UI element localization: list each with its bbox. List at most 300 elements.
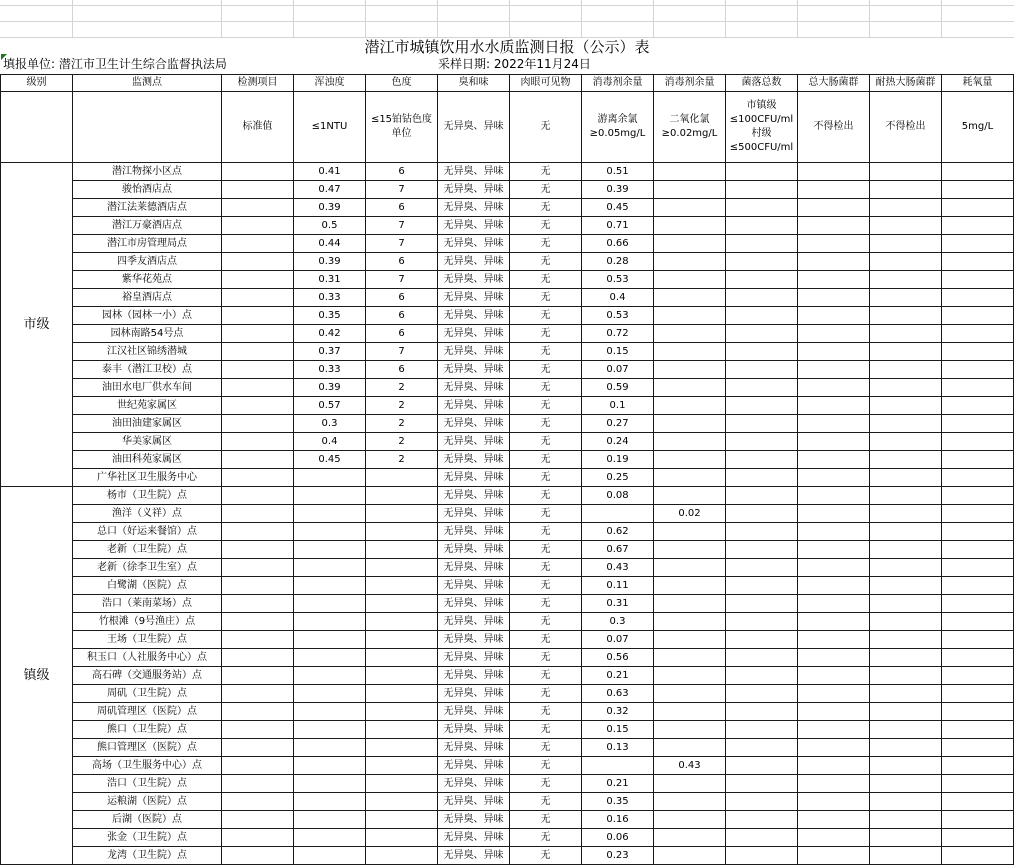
- colony-cell[interactable]: [726, 379, 798, 397]
- visible-matter-cell[interactable]: 无: [510, 631, 582, 649]
- coliform-cell[interactable]: [798, 415, 870, 433]
- test-item-cell[interactable]: [222, 307, 294, 325]
- color-cell[interactable]: 2: [366, 433, 438, 451]
- chlorine-dioxide-cell[interactable]: [654, 271, 726, 289]
- oxygen-cell[interactable]: [942, 163, 1014, 181]
- visible-matter-cell[interactable]: 无: [510, 235, 582, 253]
- odor-cell[interactable]: 无异臭、异味: [438, 631, 510, 649]
- color-cell[interactable]: 6: [366, 289, 438, 307]
- odor-cell[interactable]: 无异臭、异味: [438, 289, 510, 307]
- turbidity-cell[interactable]: 0.39: [294, 379, 366, 397]
- colony-cell[interactable]: [726, 433, 798, 451]
- coliform-cell[interactable]: [798, 505, 870, 523]
- color-cell[interactable]: [366, 487, 438, 505]
- chlorine-dioxide-cell[interactable]: [654, 181, 726, 199]
- test-item-cell[interactable]: [222, 703, 294, 721]
- color-cell[interactable]: 6: [366, 253, 438, 271]
- color-cell[interactable]: [366, 793, 438, 811]
- oxygen-cell[interactable]: [942, 469, 1014, 487]
- chlorine-dioxide-cell[interactable]: [654, 325, 726, 343]
- visible-matter-cell[interactable]: 无: [510, 721, 582, 739]
- visible-matter-cell[interactable]: 无: [510, 487, 582, 505]
- colony-cell[interactable]: [726, 721, 798, 739]
- test-item-cell[interactable]: [222, 685, 294, 703]
- thermo-coliform-cell[interactable]: [870, 487, 942, 505]
- odor-cell[interactable]: 无异臭、异味: [438, 415, 510, 433]
- chlorine-dioxide-cell[interactable]: [654, 523, 726, 541]
- colony-cell[interactable]: [726, 541, 798, 559]
- visible-matter-cell[interactable]: 无: [510, 523, 582, 541]
- visible-matter-cell[interactable]: 无: [510, 397, 582, 415]
- chlorine-dioxide-cell[interactable]: [654, 685, 726, 703]
- chlorine-dioxide-cell[interactable]: [654, 199, 726, 217]
- monitoring-point-cell[interactable]: 江汉社区锦绣潜城: [73, 343, 222, 361]
- visible-matter-cell[interactable]: 无: [510, 739, 582, 757]
- chlorine-dioxide-cell[interactable]: 0.43: [654, 757, 726, 775]
- thermo-coliform-cell[interactable]: [870, 523, 942, 541]
- chlorine-dioxide-cell[interactable]: [654, 361, 726, 379]
- colony-cell[interactable]: [726, 469, 798, 487]
- chlorine-dioxide-cell[interactable]: [654, 577, 726, 595]
- oxygen-cell[interactable]: [942, 775, 1014, 793]
- oxygen-cell[interactable]: [942, 397, 1014, 415]
- colony-cell[interactable]: [726, 181, 798, 199]
- color-cell[interactable]: [366, 541, 438, 559]
- standard-blank-cell[interactable]: [1, 92, 73, 163]
- oxygen-cell[interactable]: [942, 253, 1014, 271]
- coliform-cell[interactable]: [798, 343, 870, 361]
- coliform-cell[interactable]: [798, 199, 870, 217]
- chlorine-dioxide-cell[interactable]: [654, 541, 726, 559]
- coliform-cell[interactable]: [798, 235, 870, 253]
- chlorine-dioxide-cell[interactable]: [654, 235, 726, 253]
- free-chlorine-cell[interactable]: 0.08: [582, 487, 654, 505]
- turbidity-cell[interactable]: 0.41: [294, 163, 366, 181]
- test-item-cell[interactable]: [222, 757, 294, 775]
- monitoring-point-cell[interactable]: 后湖（医院）点: [73, 811, 222, 829]
- odor-cell[interactable]: 无异臭、异味: [438, 703, 510, 721]
- coliform-cell[interactable]: [798, 739, 870, 757]
- free-chlorine-cell[interactable]: 0.53: [582, 307, 654, 325]
- standard-odor[interactable]: 无异臭、异味: [438, 92, 510, 163]
- odor-cell[interactable]: 无异臭、异味: [438, 433, 510, 451]
- free-chlorine-cell[interactable]: 0.13: [582, 739, 654, 757]
- header-cell[interactable]: 臭和味: [438, 75, 510, 92]
- coliform-cell[interactable]: [798, 631, 870, 649]
- test-item-cell[interactable]: [222, 415, 294, 433]
- oxygen-cell[interactable]: [942, 235, 1014, 253]
- header-cell[interactable]: 肉眼可见物: [510, 75, 582, 92]
- coliform-cell[interactable]: [798, 613, 870, 631]
- visible-matter-cell[interactable]: 无: [510, 199, 582, 217]
- colony-cell[interactable]: [726, 289, 798, 307]
- free-chlorine-cell[interactable]: 0.06: [582, 829, 654, 847]
- visible-matter-cell[interactable]: 无: [510, 757, 582, 775]
- odor-cell[interactable]: 无异臭、异味: [438, 271, 510, 289]
- turbidity-cell[interactable]: 0.4: [294, 433, 366, 451]
- color-cell[interactable]: 6: [366, 163, 438, 181]
- thermo-coliform-cell[interactable]: [870, 505, 942, 523]
- coliform-cell[interactable]: [798, 541, 870, 559]
- coliform-cell[interactable]: [798, 307, 870, 325]
- free-chlorine-cell[interactable]: 0.27: [582, 415, 654, 433]
- turbidity-cell[interactable]: 0.33: [294, 289, 366, 307]
- oxygen-cell[interactable]: [942, 415, 1014, 433]
- oxygen-cell[interactable]: [942, 649, 1014, 667]
- oxygen-cell[interactable]: [942, 487, 1014, 505]
- colony-cell[interactable]: [726, 523, 798, 541]
- thermo-coliform-cell[interactable]: [870, 397, 942, 415]
- color-cell[interactable]: [366, 631, 438, 649]
- visible-matter-cell[interactable]: 无: [510, 379, 582, 397]
- thermo-coliform-cell[interactable]: [870, 163, 942, 181]
- thermo-coliform-cell[interactable]: [870, 667, 942, 685]
- header-cell[interactable]: 耐热大肠菌群: [870, 75, 942, 92]
- visible-matter-cell[interactable]: 无: [510, 577, 582, 595]
- monitoring-point-cell[interactable]: 油田油建家属区: [73, 415, 222, 433]
- colony-cell[interactable]: [726, 199, 798, 217]
- oxygen-cell[interactable]: [942, 793, 1014, 811]
- turbidity-cell[interactable]: 0.57: [294, 397, 366, 415]
- colony-cell[interactable]: [726, 307, 798, 325]
- header-cell[interactable]: 总大肠菌群: [798, 75, 870, 92]
- color-cell[interactable]: [366, 811, 438, 829]
- header-cell[interactable]: 消毒剂余量: [582, 75, 654, 92]
- free-chlorine-cell[interactable]: 0.62: [582, 523, 654, 541]
- monitoring-point-cell[interactable]: 白鹭湖（医院）点: [73, 577, 222, 595]
- thermo-coliform-cell[interactable]: [870, 433, 942, 451]
- visible-matter-cell[interactable]: 无: [510, 451, 582, 469]
- visible-matter-cell[interactable]: 无: [510, 559, 582, 577]
- thermo-coliform-cell[interactable]: [870, 253, 942, 271]
- turbidity-cell[interactable]: [294, 523, 366, 541]
- odor-cell[interactable]: 无异臭、异味: [438, 775, 510, 793]
- color-cell[interactable]: 7: [366, 181, 438, 199]
- monitoring-point-cell[interactable]: 紫华花苑点: [73, 271, 222, 289]
- color-cell[interactable]: [366, 595, 438, 613]
- coliform-cell[interactable]: [798, 487, 870, 505]
- visible-matter-cell[interactable]: 无: [510, 793, 582, 811]
- visible-matter-cell[interactable]: 无: [510, 307, 582, 325]
- test-item-cell[interactable]: [222, 667, 294, 685]
- monitoring-point-cell[interactable]: 潜江物探小区点: [73, 163, 222, 181]
- free-chlorine-cell[interactable]: 0.1: [582, 397, 654, 415]
- free-chlorine-cell[interactable]: 0.43: [582, 559, 654, 577]
- coliform-cell[interactable]: [798, 325, 870, 343]
- chlorine-dioxide-cell[interactable]: [654, 613, 726, 631]
- free-chlorine-cell[interactable]: 0.35: [582, 793, 654, 811]
- test-item-cell[interactable]: [222, 181, 294, 199]
- colony-cell[interactable]: [726, 847, 798, 865]
- colony-cell[interactable]: [726, 343, 798, 361]
- turbidity-cell[interactable]: [294, 487, 366, 505]
- oxygen-cell[interactable]: [942, 613, 1014, 631]
- free-chlorine-cell[interactable]: [582, 505, 654, 523]
- odor-cell[interactable]: 无异臭、异味: [438, 361, 510, 379]
- turbidity-cell[interactable]: 0.39: [294, 253, 366, 271]
- oxygen-cell[interactable]: [942, 631, 1014, 649]
- odor-cell[interactable]: 无异臭、异味: [438, 793, 510, 811]
- turbidity-cell[interactable]: [294, 739, 366, 757]
- colony-cell[interactable]: [726, 685, 798, 703]
- color-cell[interactable]: 6: [366, 199, 438, 217]
- oxygen-cell[interactable]: [942, 361, 1014, 379]
- chlorine-dioxide-cell[interactable]: [654, 469, 726, 487]
- odor-cell[interactable]: 无异臭、异味: [438, 379, 510, 397]
- test-item-cell[interactable]: [222, 649, 294, 667]
- chlorine-dioxide-cell[interactable]: [654, 487, 726, 505]
- test-item-cell[interactable]: [222, 163, 294, 181]
- chlorine-dioxide-cell[interactable]: [654, 379, 726, 397]
- visible-matter-cell[interactable]: 无: [510, 343, 582, 361]
- oxygen-cell[interactable]: [942, 379, 1014, 397]
- color-cell[interactable]: [366, 613, 438, 631]
- monitoring-point-cell[interactable]: 渔洋（义祥）点: [73, 505, 222, 523]
- free-chlorine-cell[interactable]: 0.59: [582, 379, 654, 397]
- color-cell[interactable]: [366, 469, 438, 487]
- visible-matter-cell[interactable]: 无: [510, 289, 582, 307]
- colony-cell[interactable]: [726, 667, 798, 685]
- coliform-cell[interactable]: [798, 397, 870, 415]
- test-item-cell[interactable]: [222, 271, 294, 289]
- oxygen-cell[interactable]: [942, 343, 1014, 361]
- color-cell[interactable]: 7: [366, 271, 438, 289]
- chlorine-dioxide-cell[interactable]: [654, 721, 726, 739]
- test-item-cell[interactable]: [222, 739, 294, 757]
- odor-cell[interactable]: 无异臭、异味: [438, 685, 510, 703]
- free-chlorine-cell[interactable]: 0.07: [582, 361, 654, 379]
- free-chlorine-cell[interactable]: 0.53: [582, 271, 654, 289]
- header-cell[interactable]: 监测点: [73, 75, 222, 92]
- turbidity-cell[interactable]: [294, 559, 366, 577]
- coliform-cell[interactable]: [798, 793, 870, 811]
- colony-cell[interactable]: [726, 793, 798, 811]
- odor-cell[interactable]: 无异臭、异味: [438, 469, 510, 487]
- oxygen-cell[interactable]: [942, 307, 1014, 325]
- monitoring-point-cell[interactable]: 龙湾（卫生院）点: [73, 847, 222, 865]
- visible-matter-cell[interactable]: 无: [510, 415, 582, 433]
- thermo-coliform-cell[interactable]: [870, 415, 942, 433]
- thermo-coliform-cell[interactable]: [870, 703, 942, 721]
- free-chlorine-cell[interactable]: 0.15: [582, 721, 654, 739]
- colony-cell[interactable]: [726, 811, 798, 829]
- coliform-cell[interactable]: [798, 721, 870, 739]
- colony-cell[interactable]: [726, 163, 798, 181]
- coliform-cell[interactable]: [798, 217, 870, 235]
- color-cell[interactable]: 2: [366, 451, 438, 469]
- chlorine-dioxide-cell[interactable]: [654, 829, 726, 847]
- odor-cell[interactable]: 无异臭、异味: [438, 307, 510, 325]
- free-chlorine-cell[interactable]: 0.28: [582, 253, 654, 271]
- test-item-cell[interactable]: [222, 397, 294, 415]
- free-chlorine-cell[interactable]: 0.32: [582, 703, 654, 721]
- colony-cell[interactable]: [726, 775, 798, 793]
- visible-matter-cell[interactable]: 无: [510, 613, 582, 631]
- colony-cell[interactable]: [726, 253, 798, 271]
- test-item-cell[interactable]: [222, 721, 294, 739]
- free-chlorine-cell[interactable]: 0.4: [582, 289, 654, 307]
- free-chlorine-cell[interactable]: 0.21: [582, 775, 654, 793]
- free-chlorine-cell[interactable]: 0.39: [582, 181, 654, 199]
- coliform-cell[interactable]: [798, 433, 870, 451]
- visible-matter-cell[interactable]: 无: [510, 433, 582, 451]
- color-cell[interactable]: [366, 559, 438, 577]
- odor-cell[interactable]: 无异臭、异味: [438, 613, 510, 631]
- color-cell[interactable]: 2: [366, 415, 438, 433]
- monitoring-point-cell[interactable]: 广华社区卫生服务中心: [73, 469, 222, 487]
- color-cell[interactable]: [366, 847, 438, 865]
- standard-colony[interactable]: 市镇级≤100CFU/ml 村级≤500CFU/ml: [726, 92, 798, 163]
- odor-cell[interactable]: 无异臭、异味: [438, 343, 510, 361]
- odor-cell[interactable]: 无异臭、异味: [438, 739, 510, 757]
- thermo-coliform-cell[interactable]: [870, 325, 942, 343]
- test-item-cell[interactable]: [222, 793, 294, 811]
- free-chlorine-cell[interactable]: 0.11: [582, 577, 654, 595]
- oxygen-cell[interactable]: [942, 217, 1014, 235]
- turbidity-cell[interactable]: 0.31: [294, 271, 366, 289]
- test-item-cell[interactable]: [222, 199, 294, 217]
- monitoring-point-cell[interactable]: 老新（卫生院）点: [73, 541, 222, 559]
- thermo-coliform-cell[interactable]: [870, 235, 942, 253]
- thermo-coliform-cell[interactable]: [870, 847, 942, 865]
- monitoring-point-cell[interactable]: 老新（徐李卫生室）点: [73, 559, 222, 577]
- thermo-coliform-cell[interactable]: [870, 181, 942, 199]
- odor-cell[interactable]: 无异臭、异味: [438, 811, 510, 829]
- coliform-cell[interactable]: [798, 469, 870, 487]
- turbidity-cell[interactable]: 0.33: [294, 361, 366, 379]
- colony-cell[interactable]: [726, 757, 798, 775]
- thermo-coliform-cell[interactable]: [870, 343, 942, 361]
- visible-matter-cell[interactable]: 无: [510, 703, 582, 721]
- monitoring-point-cell[interactable]: 积玉口（人社服务中心）点: [73, 649, 222, 667]
- thermo-coliform-cell[interactable]: [870, 649, 942, 667]
- color-cell[interactable]: [366, 775, 438, 793]
- color-cell[interactable]: [366, 685, 438, 703]
- odor-cell[interactable]: 无异臭、异味: [438, 217, 510, 235]
- turbidity-cell[interactable]: 0.5: [294, 217, 366, 235]
- monitoring-point-cell[interactable]: 潜江万豪酒店点: [73, 217, 222, 235]
- free-chlorine-cell[interactable]: 0.45: [582, 199, 654, 217]
- oxygen-cell[interactable]: [942, 739, 1014, 757]
- oxygen-cell[interactable]: [942, 559, 1014, 577]
- header-cell[interactable]: 菌落总数: [726, 75, 798, 92]
- visible-matter-cell[interactable]: 无: [510, 253, 582, 271]
- monitoring-point-cell[interactable]: 世纪苑家属区: [73, 397, 222, 415]
- color-cell[interactable]: [366, 667, 438, 685]
- visible-matter-cell[interactable]: 无: [510, 667, 582, 685]
- coliform-cell[interactable]: [798, 559, 870, 577]
- odor-cell[interactable]: 无异臭、异味: [438, 523, 510, 541]
- test-item-cell[interactable]: [222, 253, 294, 271]
- oxygen-cell[interactable]: [942, 433, 1014, 451]
- monitoring-point-cell[interactable]: 华美家属区: [73, 433, 222, 451]
- turbidity-cell[interactable]: [294, 847, 366, 865]
- coliform-cell[interactable]: [798, 379, 870, 397]
- visible-matter-cell[interactable]: 无: [510, 217, 582, 235]
- colony-cell[interactable]: [726, 577, 798, 595]
- oxygen-cell[interactable]: [942, 289, 1014, 307]
- monitoring-point-cell[interactable]: 裕皇酒店点: [73, 289, 222, 307]
- free-chlorine-cell[interactable]: 0.3: [582, 613, 654, 631]
- monitoring-point-cell[interactable]: 潜江法莱德酒店点: [73, 199, 222, 217]
- turbidity-cell[interactable]: [294, 793, 366, 811]
- header-cell[interactable]: 检测项目: [222, 75, 294, 92]
- monitoring-point-cell[interactable]: 园林南路54号点: [73, 325, 222, 343]
- oxygen-cell[interactable]: [942, 271, 1014, 289]
- turbidity-cell[interactable]: [294, 685, 366, 703]
- free-chlorine-cell[interactable]: [582, 757, 654, 775]
- thermo-coliform-cell[interactable]: [870, 829, 942, 847]
- monitoring-point-cell[interactable]: 油田水电厂供水车间: [73, 379, 222, 397]
- color-cell[interactable]: [366, 721, 438, 739]
- visible-matter-cell[interactable]: 无: [510, 847, 582, 865]
- monitoring-point-cell[interactable]: 运粮湖（医院）点: [73, 793, 222, 811]
- coliform-cell[interactable]: [798, 811, 870, 829]
- test-item-cell[interactable]: [222, 451, 294, 469]
- thermo-coliform-cell[interactable]: [870, 451, 942, 469]
- coliform-cell[interactable]: [798, 775, 870, 793]
- colony-cell[interactable]: [726, 703, 798, 721]
- colony-cell[interactable]: [726, 361, 798, 379]
- test-item-cell[interactable]: [222, 541, 294, 559]
- test-item-cell[interactable]: [222, 631, 294, 649]
- odor-cell[interactable]: 无异臭、异味: [438, 253, 510, 271]
- chlorine-dioxide-cell[interactable]: [654, 595, 726, 613]
- turbidity-cell[interactable]: [294, 505, 366, 523]
- color-cell[interactable]: [366, 505, 438, 523]
- monitoring-point-cell[interactable]: 浩口（莱南菜场）点: [73, 595, 222, 613]
- colony-cell[interactable]: [726, 451, 798, 469]
- turbidity-cell[interactable]: [294, 613, 366, 631]
- free-chlorine-cell[interactable]: 0.23: [582, 847, 654, 865]
- free-chlorine-cell[interactable]: 0.31: [582, 595, 654, 613]
- odor-cell[interactable]: 无异臭、异味: [438, 559, 510, 577]
- odor-cell[interactable]: 无异臭、异味: [438, 235, 510, 253]
- turbidity-cell[interactable]: [294, 469, 366, 487]
- color-cell[interactable]: 6: [366, 361, 438, 379]
- test-item-cell[interactable]: [222, 433, 294, 451]
- oxygen-cell[interactable]: [942, 595, 1014, 613]
- header-cell[interactable]: 消毒剂余量: [654, 75, 726, 92]
- color-cell[interactable]: 6: [366, 325, 438, 343]
- thermo-coliform-cell[interactable]: [870, 757, 942, 775]
- test-item-cell[interactable]: [222, 613, 294, 631]
- colony-cell[interactable]: [726, 235, 798, 253]
- coliform-cell[interactable]: [798, 667, 870, 685]
- odor-cell[interactable]: 无异臭、异味: [438, 505, 510, 523]
- standard-chlorine-dioxide[interactable]: 二氧化氯≥0.02mg/L: [654, 92, 726, 163]
- standard-oxygen[interactable]: 5mg/L: [942, 92, 1014, 163]
- oxygen-cell[interactable]: [942, 505, 1014, 523]
- thermo-coliform-cell[interactable]: [870, 685, 942, 703]
- odor-cell[interactable]: 无异臭、异味: [438, 667, 510, 685]
- turbidity-cell[interactable]: [294, 775, 366, 793]
- monitoring-point-cell[interactable]: 张金（卫生院）点: [73, 829, 222, 847]
- test-item-cell[interactable]: [222, 811, 294, 829]
- coliform-cell[interactable]: [798, 289, 870, 307]
- turbidity-cell[interactable]: [294, 577, 366, 595]
- standard-visible[interactable]: 无: [510, 92, 582, 163]
- colony-cell[interactable]: [726, 613, 798, 631]
- coliform-cell[interactable]: [798, 271, 870, 289]
- test-item-cell[interactable]: [222, 325, 294, 343]
- header-cell[interactable]: 色度: [366, 75, 438, 92]
- odor-cell[interactable]: 无异臭、异味: [438, 451, 510, 469]
- thermo-coliform-cell[interactable]: [870, 577, 942, 595]
- color-cell[interactable]: 7: [366, 217, 438, 235]
- test-item-cell[interactable]: [222, 595, 294, 613]
- turbidity-cell[interactable]: 0.3: [294, 415, 366, 433]
